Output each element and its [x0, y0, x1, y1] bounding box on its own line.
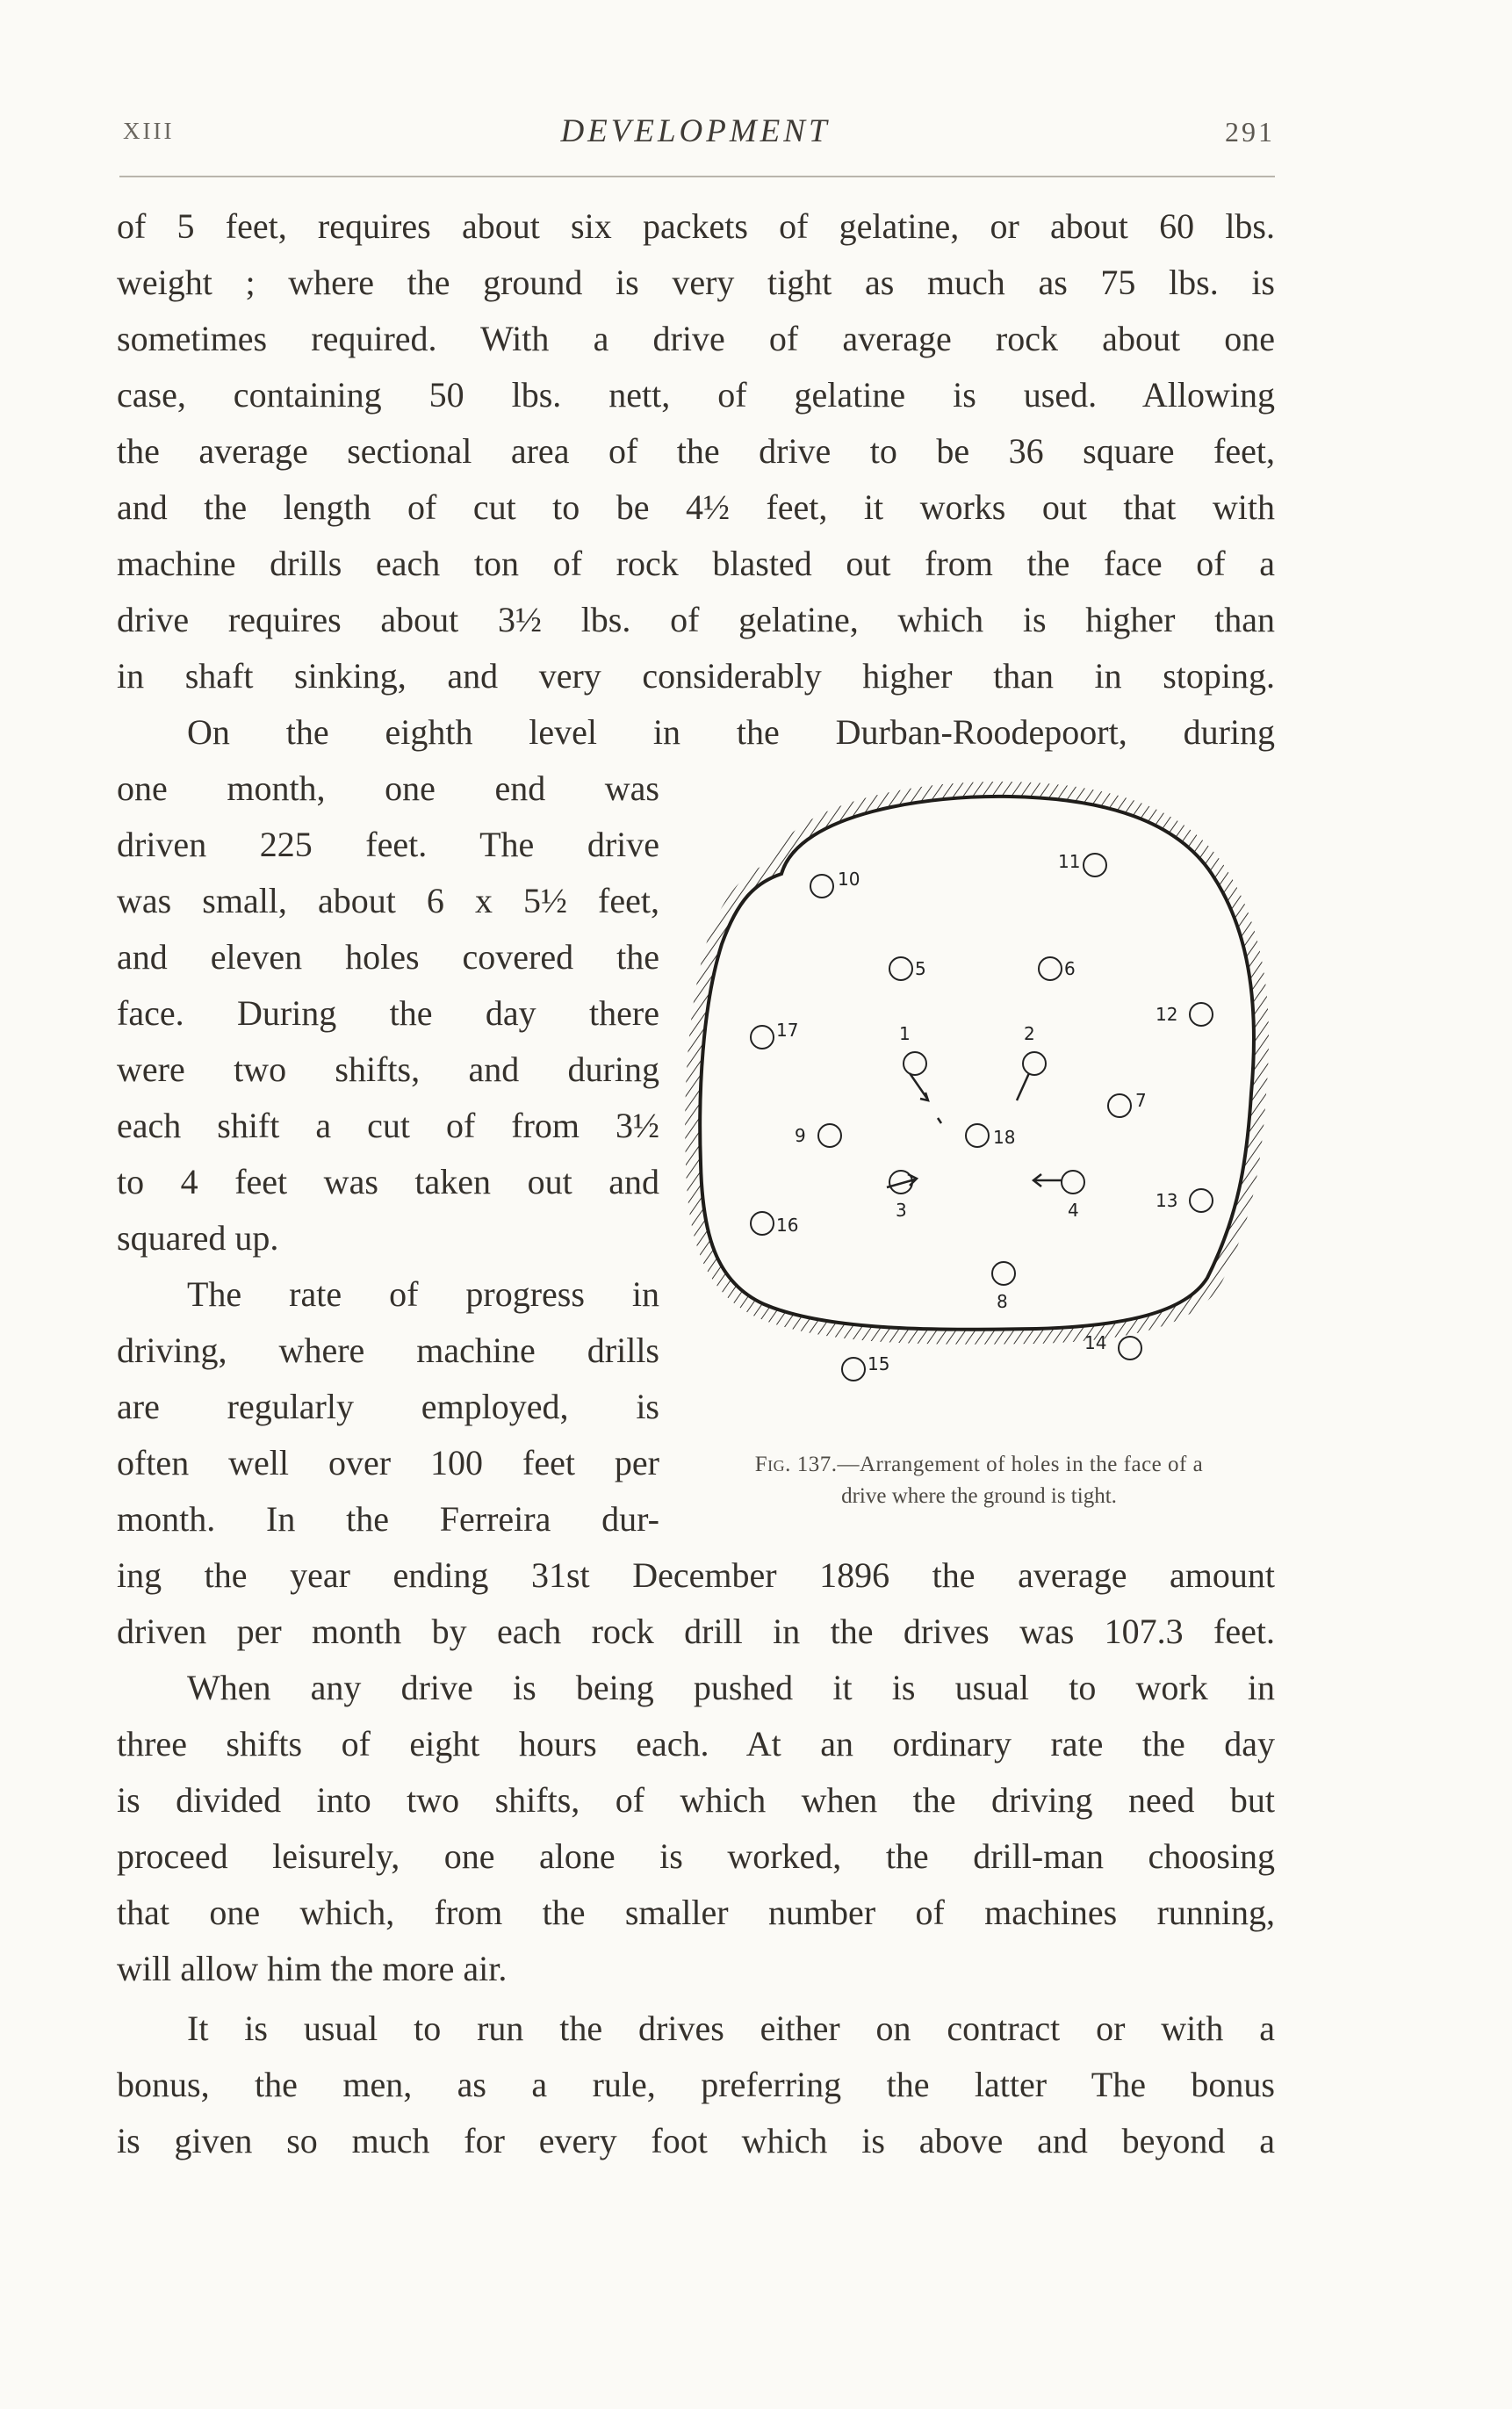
- text-line: proceed leisurely, one alone is worked, the drill-man choosing: [117, 1836, 1275, 1876]
- header-rule: [119, 176, 1275, 177]
- hole-number: 3: [896, 1200, 907, 1221]
- hole-number: 10: [838, 869, 860, 890]
- hole-circle-icon: [1061, 1170, 1085, 1194]
- hole-circle-icon: [1107, 1093, 1132, 1118]
- hole-circle-icon: [991, 1261, 1016, 1286]
- hole-circle-icon: [1118, 1336, 1142, 1360]
- hole-number: 18: [993, 1127, 1016, 1148]
- text-line: ing the year ending 31st December 1896 the average amount: [117, 1555, 1275, 1595]
- figure-caption: [676, 1449, 1282, 1512]
- hole-circle-icon: [903, 1051, 927, 1076]
- hole-number: 12: [1156, 1004, 1178, 1025]
- text-line: are regularly employed, is: [117, 1387, 659, 1426]
- text-line: is divided into two shifts, of which when the driving need but: [117, 1780, 1275, 1820]
- hole-circle-icon: [1189, 1002, 1213, 1027]
- text-line: squared up.: [117, 1218, 279, 1258]
- text-line: driven per month by each rock drill in the drives was 107.3 feet.: [117, 1612, 1275, 1651]
- running-head: [116, 112, 1275, 151]
- hole-number: 14: [1084, 1332, 1107, 1353]
- hole-number: 2: [1024, 1023, 1035, 1044]
- text-line: case, containing 50 lbs. nett, of gelatine is used. Allowing: [117, 375, 1275, 415]
- text-line: in shaft sinking, and very considerably higher than in stoping.: [117, 656, 1275, 696]
- text-line: the average sectional area of the drive to be 36 square feet,: [117, 431, 1275, 471]
- caption-line: [676, 1449, 1282, 1481]
- hole-number: 9: [795, 1125, 806, 1146]
- hole-number: 16: [776, 1215, 799, 1236]
- hole-number: 4: [1068, 1200, 1079, 1221]
- text-line: is given so much for every foot which is above and beyond a: [117, 2121, 1275, 2160]
- hole-circle-icon: [810, 874, 834, 898]
- text-line: bonus, the men, as a rule, preferring the latter The bonus: [117, 2065, 1275, 2104]
- text-line: three shifts of eight hours each. At an ordinary rate the day: [117, 1724, 1275, 1763]
- text-line: weight ; where the ground is very tight as much as 75 lbs. is: [117, 263, 1275, 302]
- text-line: were two shifts, and during: [117, 1049, 659, 1089]
- drive-face-figure: [667, 777, 1282, 1410]
- text-line: It is usual to run the drives either on contract or with a: [187, 2009, 1275, 2048]
- hole-number: 5: [915, 958, 926, 979]
- text-line: drive requires about 3½ lbs. of gelatine, which is higher than: [117, 600, 1275, 639]
- hole-number: 17: [776, 1020, 799, 1041]
- text-line: The rate of progress in: [187, 1274, 659, 1314]
- hole-circle-icon: [1022, 1051, 1047, 1076]
- text-line: was small, about 6 x 5½ feet,: [117, 881, 659, 920]
- hole-circle-icon: [817, 1123, 842, 1148]
- hole-circle-icon: [841, 1357, 866, 1381]
- text-line: sometimes required. With a drive of average rock about one: [117, 319, 1275, 358]
- text-line: machine drills each ton of rock blasted out from the face of a: [117, 544, 1275, 583]
- text-line: driven 225 feet. The drive: [117, 825, 659, 864]
- text-line: to 4 feet was taken out and: [117, 1162, 659, 1201]
- hole-circle-icon: [1083, 853, 1107, 877]
- text-line: that one which, from the smaller number of machines running,: [117, 1893, 1275, 1932]
- hole-number: 13: [1156, 1190, 1178, 1211]
- text-line: face. During the day there: [117, 993, 659, 1033]
- hole-circle-icon: [1038, 956, 1062, 981]
- text-line: On the eighth level in the Durban-Roodepoort, during: [187, 712, 1275, 752]
- text-line: will allow him the more air.: [117, 1949, 508, 1988]
- drive-outline-icon: [667, 777, 1282, 1410]
- text-line: driving, where machine drills: [117, 1331, 659, 1370]
- text-line: and eleven holes covered the: [117, 937, 659, 977]
- hole-circle-icon: [889, 956, 913, 981]
- text-line: one month, one end was: [117, 768, 659, 808]
- hole-number: 8: [997, 1291, 1008, 1312]
- hole-number: 1: [899, 1023, 911, 1044]
- chapter-number: XIII: [123, 118, 175, 144]
- hole-number: 7: [1135, 1090, 1147, 1111]
- page-number: 291: [1225, 116, 1275, 148]
- caption-text: 137.—Arrangement of holes in the face of a: [796, 1453, 1204, 1476]
- hole-number: 11: [1058, 851, 1081, 872]
- hole-circle-icon: [889, 1170, 913, 1194]
- hole-circle-icon: [1189, 1188, 1213, 1213]
- hole-number: 15: [868, 1353, 890, 1374]
- caption-line: drive where the ground is tight.: [841, 1484, 1117, 1508]
- hole-circle-icon: [750, 1025, 774, 1049]
- figure-label: Fig.: [754, 1453, 791, 1476]
- hole-circle-icon: [965, 1123, 990, 1148]
- text-line: When any drive is being pushed it is usual to work in: [187, 1668, 1275, 1707]
- text-line: of 5 feet, requires about six packets of gelatine, or about 60 lbs.: [117, 206, 1275, 246]
- text-line: and the length of cut to be 4½ feet, it works out that with: [117, 487, 1275, 527]
- text-line: often well over 100 feet per: [117, 1443, 659, 1482]
- hole-circle-icon: [750, 1211, 774, 1236]
- hole-number: 6: [1064, 958, 1076, 979]
- text-line: month. In the Ferreira dur-: [117, 1499, 659, 1539]
- running-title: DEVELOPMENT: [560, 113, 831, 149]
- text-line: each shift a cut of from 3½: [117, 1106, 659, 1145]
